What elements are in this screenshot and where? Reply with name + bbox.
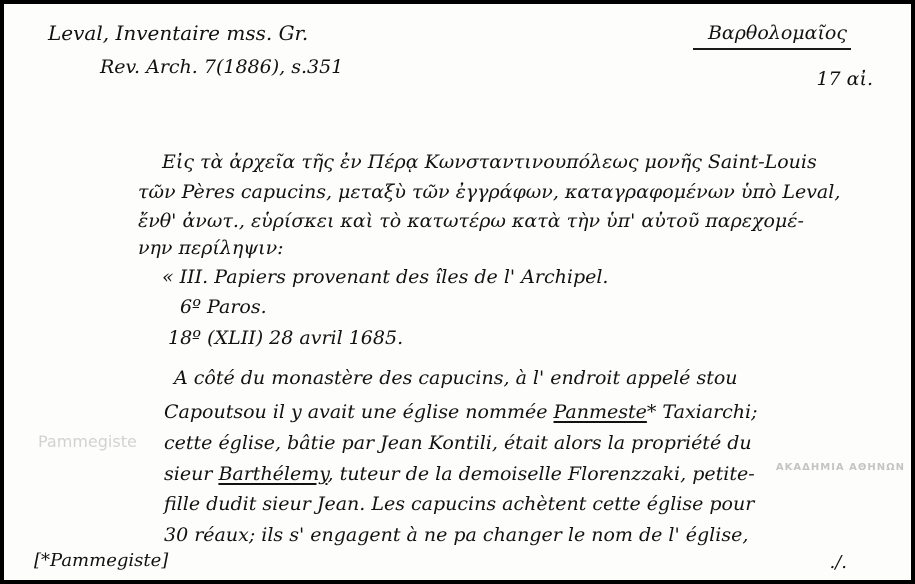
text-segment: 30 réaux; ils s' engagent à ne pa changer le nom de l' église, xyxy=(164,524,749,546)
index-card xyxy=(4,4,911,580)
text-segment: A côté du monastère des capucins, à l' endroit appelé stou xyxy=(174,367,738,389)
text-segment: cette église, bâtie par Jean Kontili, était alors la propriété du xyxy=(164,432,752,454)
century-label: 17 αἰ. xyxy=(816,68,873,90)
french-body-line xyxy=(164,432,752,454)
french-body-line xyxy=(174,367,738,389)
text-segment: * Taxiarchi; xyxy=(646,401,758,423)
text-segment: sieur xyxy=(164,463,219,485)
quote-section-title: « III. Papiers provenant des îles de l' Archipel. xyxy=(162,266,609,288)
quote-document-date: 18º (XLII) 28 avril 1685. xyxy=(168,327,404,349)
quote-subsection: 6º Paros. xyxy=(180,296,267,318)
greek-intro-line: τῶν Pères capucins, μεταξὺ τῶν ἐγγράφων, καταγραφομένων ὑπὸ Leval, xyxy=(138,181,841,203)
french-body-line xyxy=(164,401,758,423)
reference-line-2: Rev. Arch. 7(1886), s.351 xyxy=(100,56,344,78)
greek-intro-line: νην περίληψιν: xyxy=(138,237,284,259)
text-segment: fille dudit sieur Jean. Les capucins achètent cette église pour xyxy=(164,493,755,515)
bleed-through-text: Pammegiste xyxy=(38,432,137,451)
keyword-underline xyxy=(693,48,851,50)
greek-intro-line: Εἰς τὰ ἀρχεῖα τῆς ἐν Πέρᾳ Κωνσταντινουπόλεως μονῆς Saint-Louis xyxy=(162,151,817,173)
greek-intro-line: ἔνθ' ἀνωτ., εὑρίσκει καὶ τὸ κατωτέρω κατὰ τὴν ὑπ' αὐτοῦ παρεχομέ- xyxy=(138,210,804,232)
underlined-person-name: Barthélemy xyxy=(218,463,328,485)
french-body-line xyxy=(164,493,754,515)
text-segment: Capoutsou il y avait une église nommée xyxy=(164,401,554,423)
french-body-line xyxy=(164,463,755,485)
reference-line-1: Leval, Inventaire mss. Gr. xyxy=(48,21,309,45)
keyword-heading: Βαρθολομαῖος xyxy=(707,22,847,44)
underlined-church-name: Panmeste xyxy=(553,401,647,423)
archive-watermark: ΑΚΑΔΗΜΙΑ ΑΘΗΝΩΝ xyxy=(775,462,905,473)
footnote: [*Pammegiste] xyxy=(34,550,169,571)
text-segment: , tuteur de la demoiselle Florenzzaki, petite- xyxy=(327,463,755,485)
french-body-line xyxy=(164,524,748,546)
continuation-mark: ./. xyxy=(829,552,847,573)
